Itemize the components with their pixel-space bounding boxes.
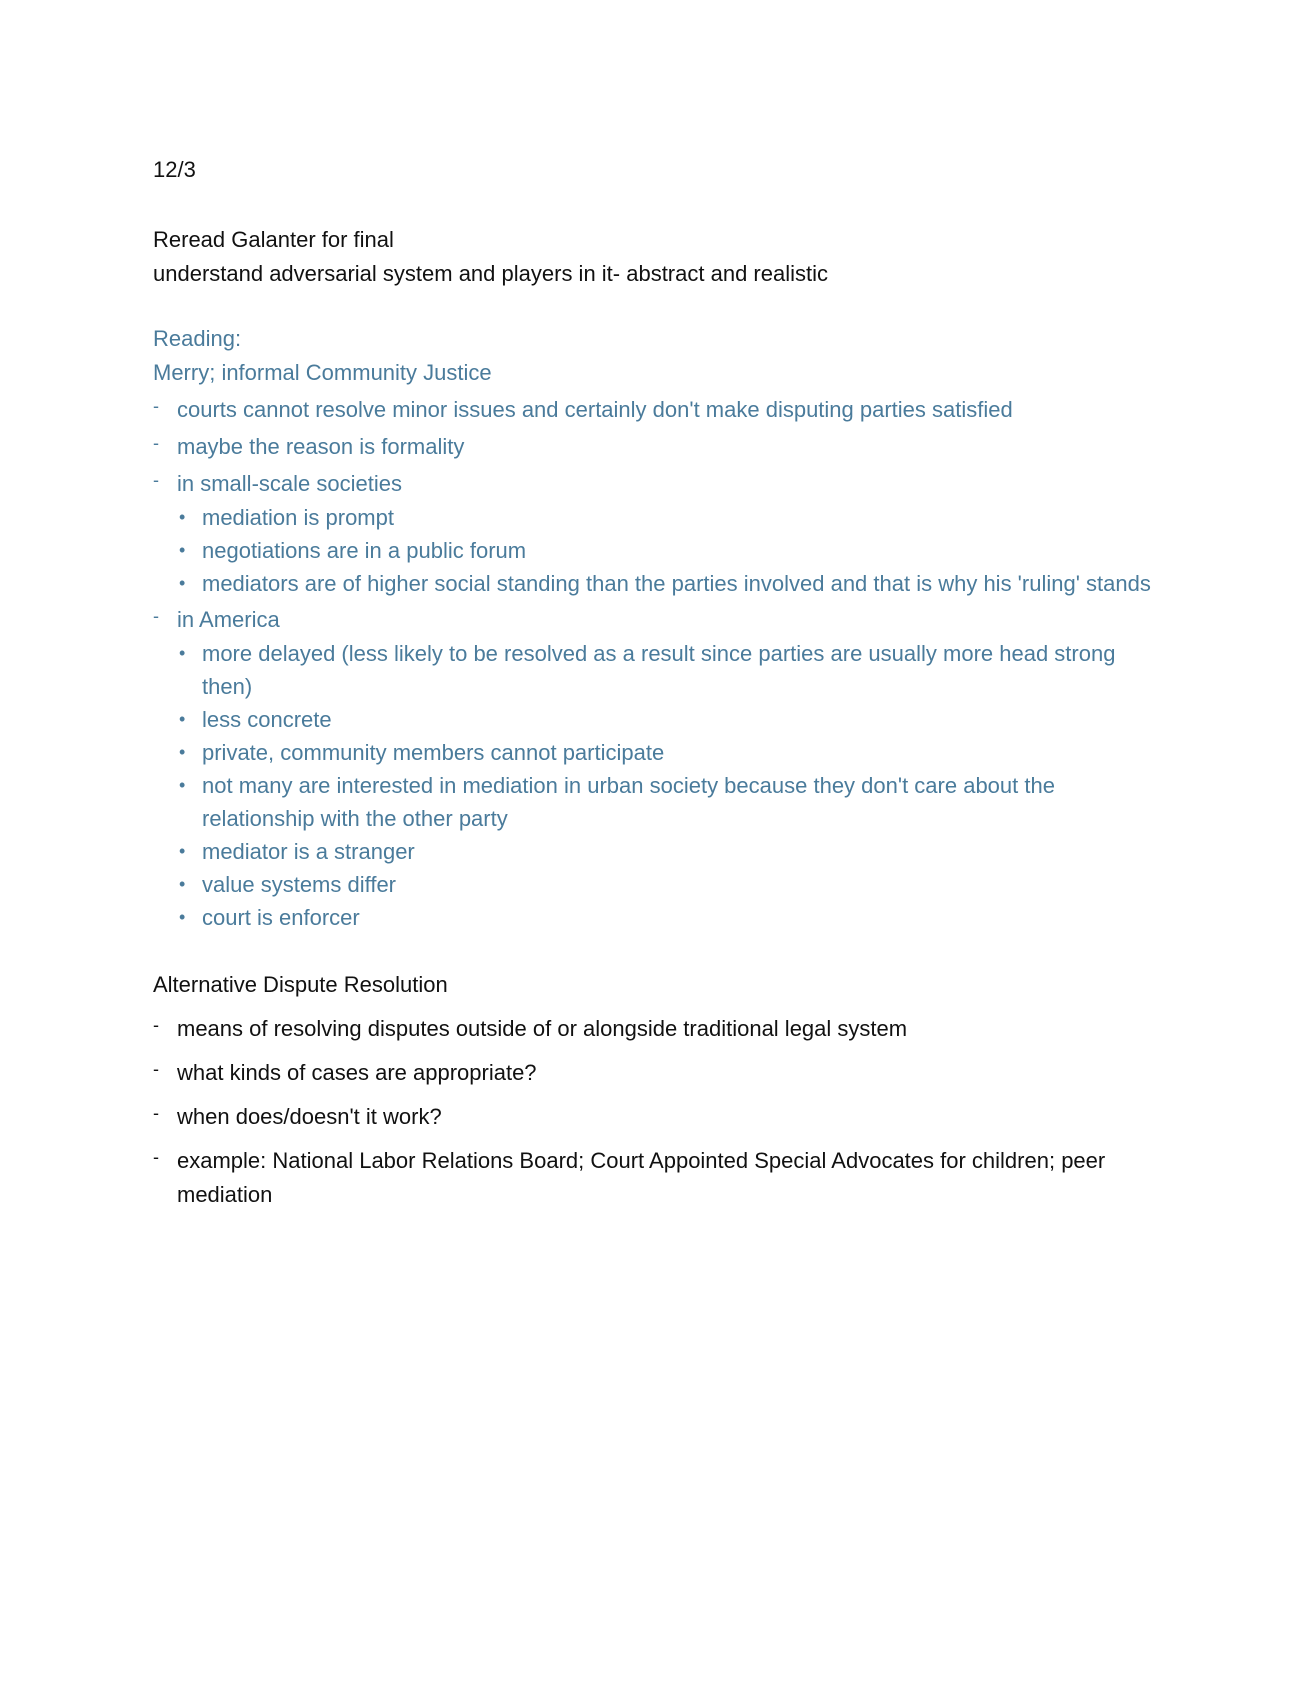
reading-item-text: maybe the reason is formality bbox=[177, 434, 465, 459]
bullet-text: mediation is prompt bbox=[202, 505, 394, 530]
reading-item-courts bbox=[153, 393, 1163, 427]
note-date: 12/3 bbox=[153, 157, 196, 182]
intro-line-understand: understand adversarial system and players in it- abstract and realistic bbox=[153, 261, 828, 286]
bullet-text: mediators are of higher social standing than the parties involved and that is why his 'ruling' stands bbox=[202, 571, 1151, 596]
reading-item-text: in America bbox=[177, 607, 280, 632]
list-item bbox=[153, 769, 1163, 835]
bullet-marker: • bbox=[179, 841, 186, 861]
bullet-text: not many are interested in mediation in urban society because they don't care about the relationship with the other party bbox=[202, 773, 1055, 831]
intro-line-reread: Reread Galanter for final bbox=[153, 227, 394, 252]
reading-heading: Reading: bbox=[153, 326, 242, 351]
adr-item-cases bbox=[153, 1056, 1133, 1090]
dash-marker: - bbox=[153, 1147, 159, 1167]
bullet-text: court is enforcer bbox=[202, 905, 360, 930]
bullet-marker: • bbox=[179, 742, 186, 762]
dash-marker: - bbox=[153, 1103, 159, 1123]
dash-marker: - bbox=[153, 606, 159, 626]
reading-item-text: courts cannot resolve minor issues and certainly don't make disputing parties satisfied bbox=[177, 397, 1013, 422]
small-scale-bullet-list bbox=[153, 501, 1163, 600]
adr-item-example bbox=[153, 1144, 1133, 1212]
adr-item-text: what kinds of cases are appropriate? bbox=[177, 1060, 537, 1085]
reading-section bbox=[153, 322, 1163, 934]
dash-marker: - bbox=[153, 433, 159, 453]
dash-marker: - bbox=[153, 396, 159, 416]
dash-marker: - bbox=[153, 470, 159, 490]
adr-item-text: means of resolving disputes outside of or alongside traditional legal system bbox=[177, 1016, 908, 1041]
list-item bbox=[153, 736, 1163, 769]
list-item bbox=[153, 868, 1163, 901]
america-bullet-list bbox=[153, 637, 1163, 934]
bullet-marker: • bbox=[179, 775, 186, 795]
reading-item-small-scale bbox=[153, 467, 1163, 501]
bullet-text: value systems differ bbox=[202, 872, 397, 897]
bullet-text: negotiations are in a public forum bbox=[202, 538, 527, 563]
adr-item-text: when does/doesn't it work? bbox=[177, 1104, 442, 1129]
reading-item-formality bbox=[153, 430, 1163, 464]
adr-heading: Alternative Dispute Resolution bbox=[153, 972, 448, 997]
reading-item-text: in small-scale societies bbox=[177, 471, 402, 496]
list-item bbox=[153, 501, 1163, 534]
list-item bbox=[153, 703, 1163, 736]
bullet-marker: • bbox=[179, 643, 186, 663]
reading-item-america bbox=[153, 603, 1163, 637]
bullet-marker: • bbox=[179, 573, 186, 593]
bullet-text: private, community members cannot participate bbox=[202, 740, 665, 765]
bullet-marker: • bbox=[179, 907, 186, 927]
dash-marker: - bbox=[153, 1059, 159, 1079]
list-item bbox=[153, 901, 1163, 934]
adr-section bbox=[153, 968, 1133, 1212]
list-item bbox=[153, 637, 1163, 703]
list-item bbox=[153, 835, 1163, 868]
intro-block bbox=[153, 223, 828, 291]
dash-marker: - bbox=[153, 1015, 159, 1035]
bullet-text: less concrete bbox=[202, 707, 332, 732]
bullet-marker: • bbox=[179, 540, 186, 560]
reading-subheading: Merry; informal Community Justice bbox=[153, 360, 492, 385]
bullet-marker: • bbox=[179, 874, 186, 894]
list-item bbox=[153, 567, 1163, 600]
adr-item-definition bbox=[153, 1012, 1133, 1046]
list-item bbox=[153, 534, 1163, 567]
adr-item-works bbox=[153, 1100, 1133, 1134]
bullet-marker: • bbox=[179, 709, 186, 729]
bullet-marker: • bbox=[179, 507, 186, 527]
bullet-text: more delayed (less likely to be resolved as a result since parties are usually more head strong then) bbox=[202, 641, 1116, 699]
bullet-text: mediator is a stranger bbox=[202, 839, 415, 864]
adr-item-text: example: National Labor Relations Board; Court Appointed Special Advocates for children; peer mediation bbox=[177, 1148, 1106, 1207]
